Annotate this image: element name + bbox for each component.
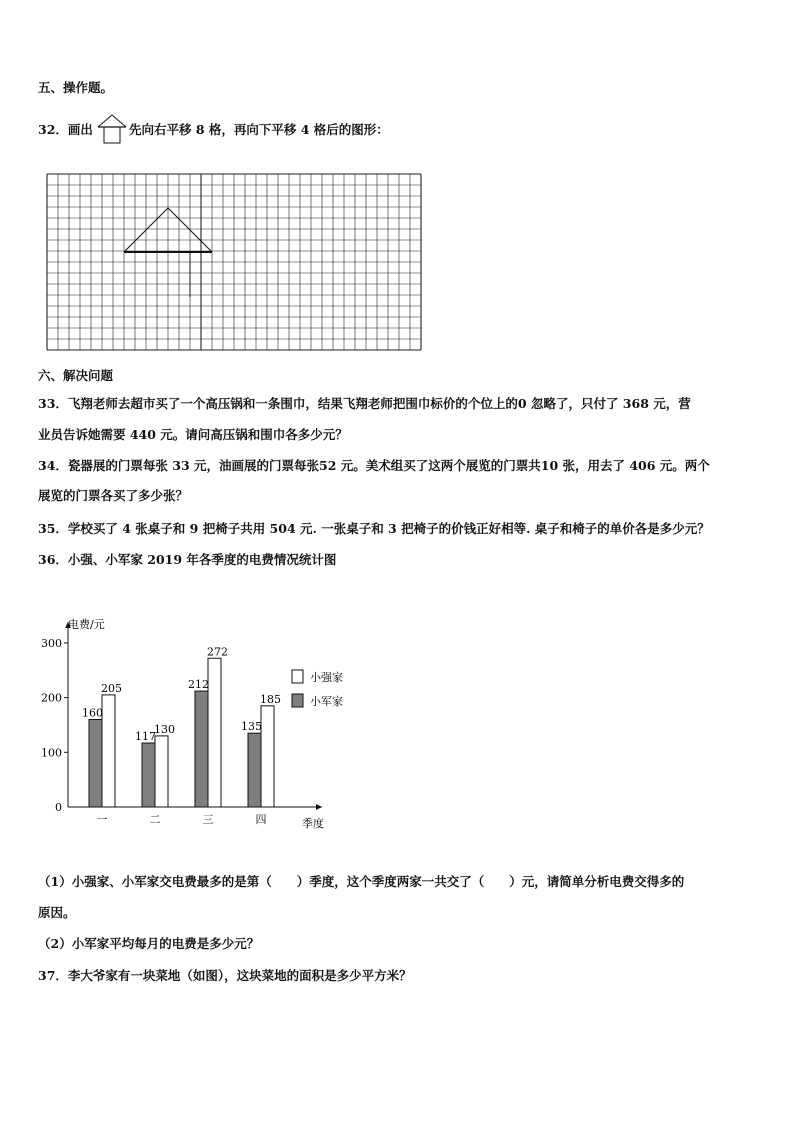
q32-instruction: 先向右平移 8 格，再向下平移 4 格后的图形： (129, 122, 389, 137)
q36-sub1-line1: （1）小强家、小军家交电费最多的是第（ ）季度，这个季度两家一共交了（ ）元，请简单分析电费交得多的 (38, 874, 685, 889)
q32-prefix-text: 画出 (67, 122, 93, 137)
q33-line1: 33．飞翔老师去超市买了一个高压锅和一条围巾，结果飞翔老师把围巾标价的个位上的0 忽略了，只付了 368 元，营 (38, 396, 691, 411)
bar-xiaojun (248, 733, 261, 807)
section-title-operation: 五、操作题。 (38, 80, 114, 95)
bar-xiaoqiang (261, 706, 274, 807)
y-tick-label: 300 (41, 636, 62, 650)
bar-xiaojun (89, 720, 102, 808)
q34-line2: 展览的门票各买了多少张？ (38, 488, 189, 503)
legend-label-xiaojun: 小军家 (310, 695, 343, 708)
bar-value-label: 117 (135, 730, 156, 744)
q32-prefix (38, 120, 93, 138)
bar-xiaojun (142, 743, 155, 807)
y-tick-label: 100 (41, 746, 62, 760)
category-label: 三 (202, 813, 214, 826)
legend-swatch-xiaoqiang (292, 670, 303, 683)
bar-value-label: 205 (101, 681, 122, 695)
q33-line2: 业员告诉她需要 440 元。请问高压锅和围巾各多少元？ (38, 427, 348, 442)
bar-value-label: 272 (207, 645, 228, 659)
legend-swatch-xiaojun (292, 694, 303, 707)
q37-line1: 37．李大爷家有一块菜地（如图），这块菜地的面积是多少平方米？ (38, 968, 412, 983)
chart-labels (41, 617, 324, 830)
bar-xiaoqiang (155, 736, 168, 807)
y-axis-label: 电费/元 (68, 618, 105, 631)
bar-value-label: 130 (154, 722, 175, 736)
square-grid (45, 172, 429, 354)
q35-line1: 35．学校买了 4 张桌子和 9 把椅子共用 504 元. 一张桌子和 3 把椅子的价钱正好相等. 桌子和椅子的单价各是多少元？ (38, 521, 710, 536)
bar-xiaoqiang (102, 695, 115, 807)
house-shape-icon (97, 113, 129, 145)
electricity-bar-chart (30, 612, 360, 832)
chart-legend (292, 670, 343, 708)
grid-lines (47, 174, 421, 350)
bar-xiaojun (195, 691, 208, 807)
bar-xiaoqiang (208, 658, 221, 807)
bar-value-label: 212 (188, 678, 209, 692)
q36-sub2: （2）小军家平均每月的电费是多少元？ (38, 936, 260, 951)
x-axis-label: 季度 (302, 817, 324, 830)
q36-sub1-line2: 原因。 (38, 905, 76, 920)
section-title-problems: 六、解决问题 (38, 368, 114, 383)
category-label: 四 (255, 813, 267, 826)
q32-number: 32． (38, 122, 68, 137)
q36-title: 36．小强、小军家 2019 年各季度的电费情况统计图 (38, 552, 337, 567)
y-tick-label: 200 (41, 691, 62, 705)
bar-value-label: 160 (82, 706, 103, 720)
category-label: 一 (96, 813, 108, 826)
category-label: 二 (149, 813, 161, 826)
y-tick-label: 0 (55, 801, 62, 814)
legend-label-xiaoqiang: 小强家 (310, 671, 343, 684)
bar-value-label: 135 (241, 720, 262, 734)
x-axis-arrow (316, 804, 322, 810)
q34-line1: 34．瓷器展的门票每张 33 元，油画展的门票每张52 元。美术组买了这两个展览的门票共10 张，用去了 406 元。两个 (38, 458, 710, 473)
bar-value-label: 185 (260, 692, 281, 706)
